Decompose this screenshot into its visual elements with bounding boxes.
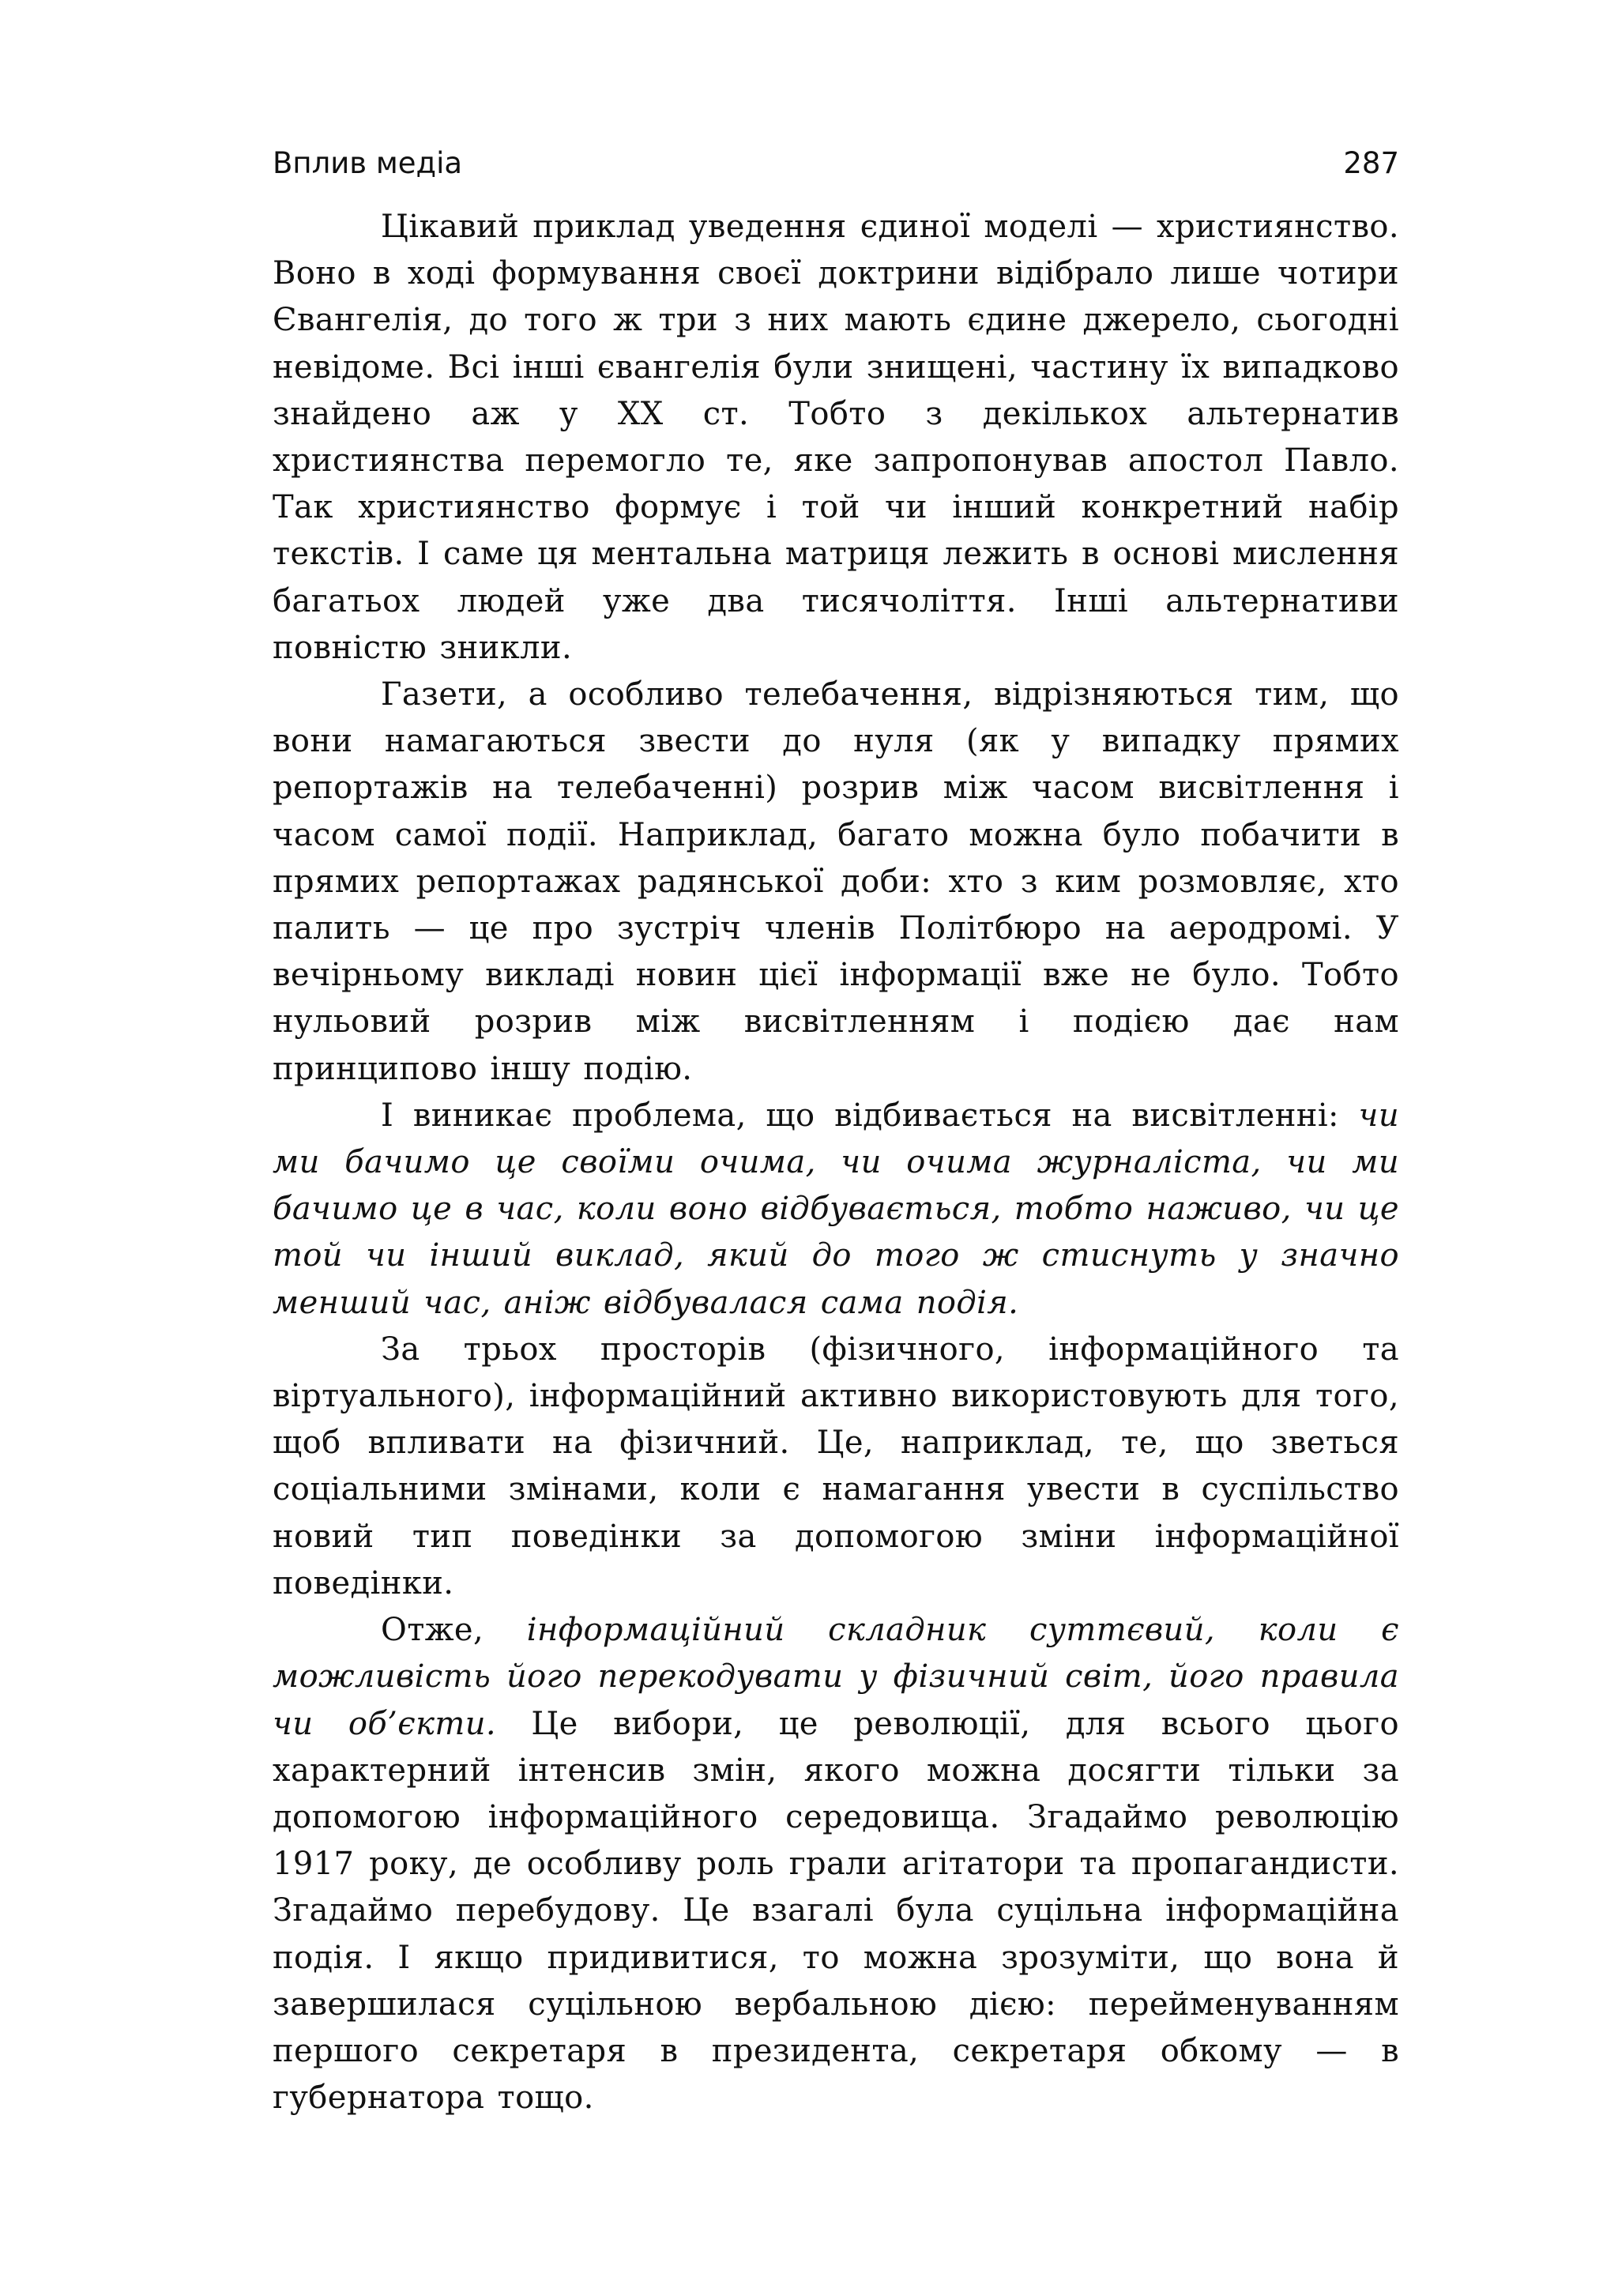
paragraph-lead: І виникає проблема, що відбивається на висвітленні: xyxy=(381,1097,1359,1134)
paragraph-5 xyxy=(273,1607,1399,2121)
paragraph-4 xyxy=(273,1327,1399,1607)
paragraph-text: Газети, а особливо телебачення, відрізняються тим, що вони намагаються звести до нуля (як у випадку прямих репортажів на телебаченні) розрив між часом висвітлення і часом самої події. Наприклад, багато можна було побачити в прямих репортажах радянської доби: хто з ким розмовляє, хто палить — це про зустріч членів Політбюро на аеродромі. У вечірньому викладі новин цієї інформації вже не було. Тобто нульовий розрив між висвітленням і подією дає нам принципово іншу подію. xyxy=(273,676,1399,1087)
paragraph-2 xyxy=(273,672,1399,1093)
running-title: Вплив медіа xyxy=(273,146,463,180)
body-text xyxy=(273,204,1399,2121)
paragraph-italic-emphasis: інформаційний складник суттєвий, коли є можливість його перекодувати у фізичний світ, його правила чи об’єкти. xyxy=(273,1612,1399,1742)
running-header xyxy=(273,146,1399,194)
paragraph-1 xyxy=(273,204,1399,672)
paragraph-3 xyxy=(273,1093,1399,1327)
paragraph-tail: Це вибори, це революції, для всього цього характерний інтенсив змін, якого можна досягти тільки за допомогою інформаційного середовища. Згадаймо революцію 1917 року, де особливу роль грали агітатори та пропагандисти. Згадаймо перебудову. Це взагалі була суцільна інформаційна подія. І якщо придивитися, то можна зрозуміти, що вона й завершилася суцільною вербальною дією: перейменуванням першого секретаря в президента, секретаря обкому — в губернатора тощо. xyxy=(273,1705,1399,2117)
paragraph-text: За трьох просторів (фізичного, інформаційного та віртуального), інформаційний активно використовують для того, щоб впливати на фізичний. Це, наприклад, те, що зветься соціальними змінами, коли є намагання увести в суспільство новий тип поведінки за допомогою зміни інформаційної поведінки. xyxy=(273,1331,1399,1602)
paragraph-italic-emphasis: чи ми бачимо це своїми очима, чи очима журналіста, чи ми бачимо це в час, коли воно відбувається, тобто наживо, чи це той чи інший виклад, який до того ж стиснуть у значно менший час, аніж відбувалася сама подія. xyxy=(273,1097,1399,1321)
paragraph-text: Цікавий приклад уведення єдиної моделі — християнство. Воно в ході формування своєї доктрини відібрало лише чотири Євангелія, до того ж три з них мають єдине джерело, сьогодні невідоме. Всі інші євангелія були знищені, частину їх випадково знайдено аж у XX ст. Тобто з декількох альтернатив християнства перемогло те, яке запропонував апостол Павло. Так християнство формує і той чи інший конкретний набір текстів. І саме ця ментальна матриця лежить в основі мислення багатьох людей уже два тисячоліття. Інші альтернативи повністю зникли. xyxy=(273,209,1399,666)
page-number: 287 xyxy=(1343,146,1399,180)
paragraph-lead: Отже, xyxy=(381,1612,527,1649)
